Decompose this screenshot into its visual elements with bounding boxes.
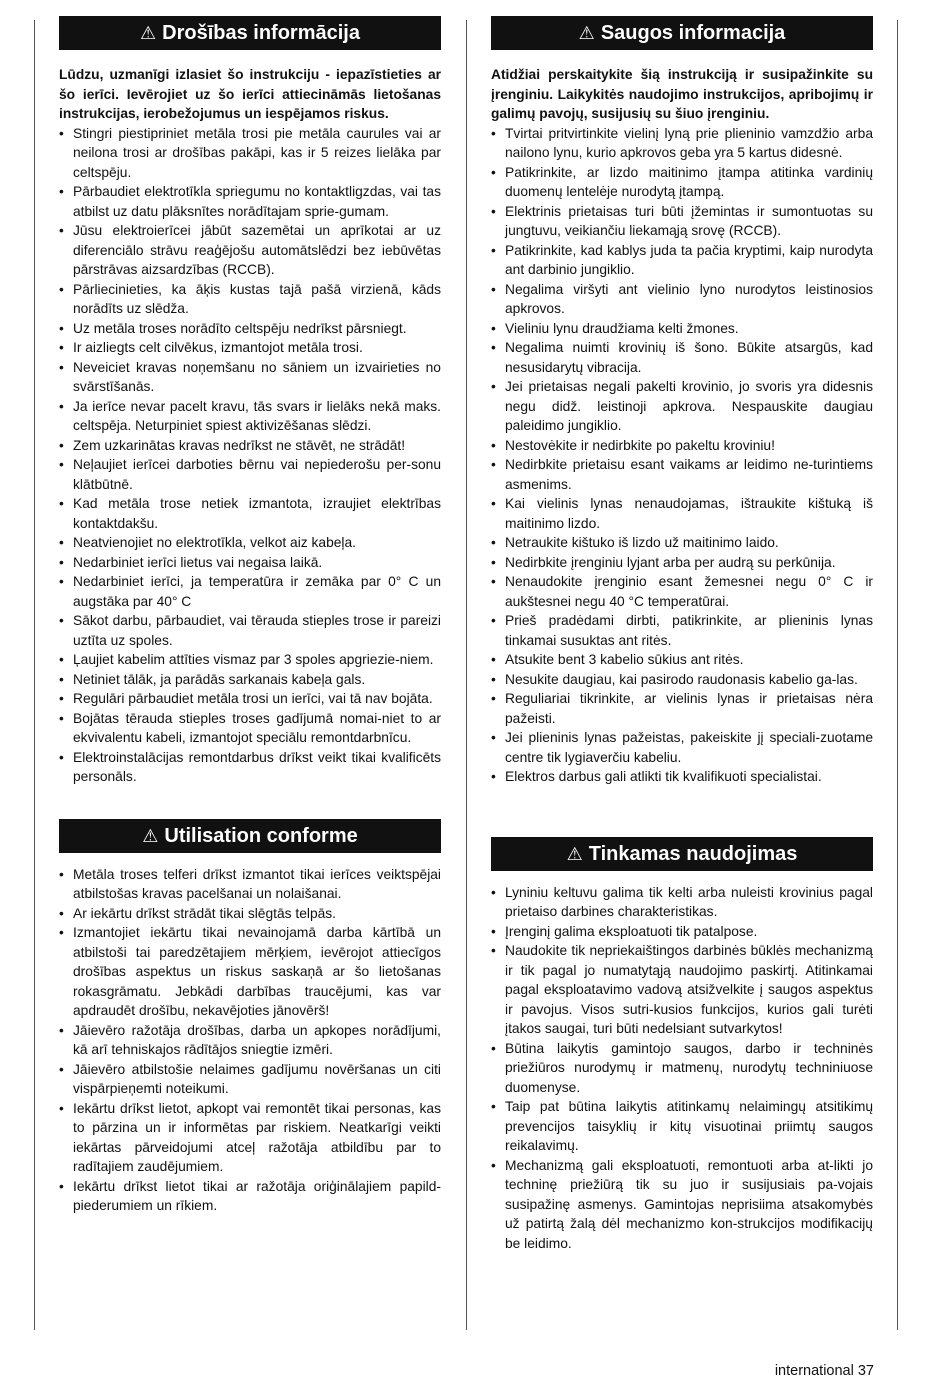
center-divider-rule bbox=[466, 20, 467, 1330]
usage-list-lt bbox=[491, 883, 873, 1254]
list-item: • Pārbaudiet elektrotīkla spriegumu no kontaktligzdas, vai tas atbilst uz datu plāksnītes norādītajam sprie-gumam. bbox=[59, 182, 441, 221]
list-item: • Nedarbiniet ierīci, ja temperatūra ir zemāka par 0° C un augstāka par 40° C bbox=[59, 572, 441, 611]
warning-triangle-icon: ⚠ bbox=[578, 23, 595, 43]
list-item: • Negalima viršyti ant vielinio lyno nurodytos leistinosios apkrovos. bbox=[491, 280, 873, 319]
list-item: • Atsukite bent 3 kabelio sūkius ant ritės. bbox=[491, 650, 873, 670]
list-item: • Nestovėkite ir nedirbkite po pakeltu kroviniu! bbox=[491, 436, 873, 456]
list-item: • Zem uzkarinātas kravas nedrīkst ne stāvēt, ne strādāt! bbox=[59, 436, 441, 456]
usage-list-lv bbox=[59, 865, 441, 1216]
left-margin-rule bbox=[34, 20, 35, 1330]
list-item: • Ar iekārtu drīkst strādāt tikai slēgtās telpās. bbox=[59, 904, 441, 924]
list-item: • Reguliariai tikrinkite, ar vielinis lynas ir prietaisas nėra pažeisti. bbox=[491, 689, 873, 728]
list-item: • Bojātas tērauda stieples troses gadījumā nomai-niet to ar ekvivalentu kabeli, izmantojot speciālu remontdarbnīcu. bbox=[59, 709, 441, 748]
section-heading-safety-lv bbox=[59, 16, 441, 50]
list-item: • Kai vielinis lynas nenaudojamas, ištraukite kištuką iš maitinimo lizdo. bbox=[491, 494, 873, 533]
list-item: • Pārliecinieties, ka āķis kustas tajā pašā virzienā, kāds norādīts uz slēdža. bbox=[59, 280, 441, 319]
list-item: • Iekārtu drīkst lietot tikai ar ražotāja oriģinālajiem papild-piederumiem un rīkiem. bbox=[59, 1177, 441, 1216]
list-item: • Nesukite daugiau, kai pasirodo raudonasis kabelio ga-las. bbox=[491, 670, 873, 690]
list-item: • Iekārtu drīkst lietot, apkopt vai remontēt tikai personas, kas to pārzina un ir informētas par riskiem. Neatkarīgi veikti iekārtas pārveidojumi atceļ ražotāja atbildību par to radītajiem zaudējumiem. bbox=[59, 1099, 441, 1177]
list-item: • Ļaujiet kabelim attīties vismaz par 3 spoles apgriezie-niem. bbox=[59, 650, 441, 670]
list-item: • Elektroinstalācijas remontdarbus drīkst veikt tikai kvalificēts personāls. bbox=[59, 748, 441, 787]
list-item: • Jei plieninis lynas pažeistas, pakeiskite jį speciali-zuotame centre tik lygiaverčiu kabeliu. bbox=[491, 728, 873, 767]
list-item: • Neļaujiet ierīcei darboties bērnu vai nepiederošu per-sonu klātbūtnē. bbox=[59, 455, 441, 494]
list-item: • Ir aizliegts celt cilvēkus, izmantojot metāla trosi. bbox=[59, 338, 441, 358]
list-item: • Kad metāla trose netiek izmantota, izraujiet elektrības kontaktdakšu. bbox=[59, 494, 441, 533]
list-item: • Prieš pradėdami dirbti, patikrinkite, ar plieninis lynas tinkamai susuktas ant ritės. bbox=[491, 611, 873, 650]
list-item: • Jāievēro ražotāja drošības, darba un apkopes norādījumi, kā arī tehniskajos rādītājos sniegtie izmēri. bbox=[59, 1021, 441, 1060]
right-margin-rule bbox=[897, 20, 898, 1330]
list-item: • Netiniet tālāk, ja parādās sarkanais kabeļa gals. bbox=[59, 670, 441, 690]
list-item: • Stingri piestipriniet metāla trosi pie metāla caurules vai ar neilona trosi ar drošības pakāpi, kas ir 5 reizes lielāka par celtspēju. bbox=[59, 124, 441, 183]
list-item: • Mechanizmą gali eksploatuoti, remontuoti arba at-likti jo techninę priežiūrą tik su juo ir susijusiais pa-vojais susipažinę asmenys. Gamintojas neprisiima atsakomybės už patirtą žalą dėl mechanizmo kon-strukcijos modifikacijų be leidimo. bbox=[491, 1156, 873, 1254]
list-item: • Tvirtai pritvirtinkite vielinį lyną prie plieninio vamzdžio arba nailono lynu, kurio apkrovos geba yra 5 kartus didesnė. bbox=[491, 124, 873, 163]
safety-list-lt bbox=[491, 124, 873, 787]
warning-triangle-icon: ⚠ bbox=[566, 843, 583, 864]
list-item: • Netraukite kištuko iš lizdo už maitinimo laido. bbox=[491, 533, 873, 553]
list-item: • Taip pat būtina laikytis atitinkamų nelaimingų atsitikimų prevencijos taisyklių ir kitų visuotinai priimtų saugos reikalavimų. bbox=[491, 1097, 873, 1156]
warning-triangle-icon: ⚠ bbox=[140, 23, 157, 43]
list-item: • Būtina laikytis gamintojo saugos, darbo ir techninės priežiūros nurodymų ir matmenų, nurodytų techniniuose duomenyse. bbox=[491, 1039, 873, 1098]
intro-paragraph: Atidžiai perskaitykite šią instrukciją ir susipažinkite su įrenginiu. Laikykitės naudojimo instrukcijos, apribojimų ir galimų pavojų, susijusių su šiuo įrenginiu. bbox=[491, 67, 873, 121]
list-item: • Nedarbiniet ierīci lietus vai negaisa laikā. bbox=[59, 553, 441, 573]
section-heading-usage-lt bbox=[491, 837, 873, 871]
list-item: • Jūsu elektroierīcei jābūt sazemētai un aprīkotai ar uz diferenciālo strāvu reaģējošu automātslēdzi bez iebūvētas pārstrāvas aizsardzības (RCCB). bbox=[59, 221, 441, 280]
list-item: • Ja ierīce nevar pacelt kravu, tās svars ir lielāks nekā maks. celtspēja. Neturpiniet spiest aktivizēšanas slēdzi. bbox=[59, 397, 441, 436]
section-title: Saugos informacija bbox=[600, 22, 786, 44]
list-item: • Patikrinkite, kad kablys juda ta pačia kryptimi, kaip nurodyta ant darbinio jungiklio. bbox=[491, 241, 873, 280]
list-item: • Negalima nuimti krovinių iš šono. Būkite atsargūs, kad nesusidarytų vibracija. bbox=[491, 338, 873, 377]
page-footer: international 37 bbox=[774, 1363, 874, 1379]
list-item: • Nedirbkite prietaisu esant vaikams ar leidimo ne-turintiems asmenims. bbox=[491, 455, 873, 494]
intro-paragraph: Lūdzu, uzmanīgi izlasiet šo instrukciju - iepazīstieties ar šo ierīci. Ievērojiet uz šo ierīci attiecināmās lietošanas instrukcijas, ierobežojumus un iespējamos riskus. bbox=[59, 67, 441, 121]
list-item: • Elektrinis prietaisas turi būti įžemintas ir sumontuotas su jungtuvu, veikiančiu liekamąją srovę (RCCB). bbox=[491, 202, 873, 241]
list-item: • Regulāri pārbaudiet metāla trosi un ierīci, vai tā nav bojāta. bbox=[59, 689, 441, 709]
right-column bbox=[491, 16, 873, 1253]
left-column bbox=[59, 16, 441, 1216]
list-item: • Nenaudokite įrenginio esant žemesnei negu 0° C ir aukštesnei negu 40 °C temperatūrai. bbox=[491, 572, 873, 611]
list-item: • Metāla troses telferi drīkst izmantot tikai ierīces veiktspējai atbilstošas kravas pacelšanai un nolaišanai. bbox=[59, 865, 441, 904]
section-heading-safety-lt bbox=[491, 16, 873, 50]
list-item: • Jei prietaisas negali pakelti krovinio, jo svoris yra didesnis negu didž. leistinoji apkrova. Nespauskite daugiau paleidimo jungiklio. bbox=[491, 377, 873, 436]
list-item: • Įrenginį galima eksploatuoti tik patalpose. bbox=[491, 922, 873, 942]
list-item: • Neatvienojiet no elektrotīkla, velkot aiz kabeļa. bbox=[59, 533, 441, 553]
list-item: • Patikrinkite, ar lizdo maitinimo įtampa atitinka vardinių duomenų lentelėje nurodytą įtampą. bbox=[491, 163, 873, 202]
list-item: • Neveiciet kravas noņemšanu no sāniem un izvairieties no svārstīšanās. bbox=[59, 358, 441, 397]
section-title: Drošības informācija bbox=[162, 22, 360, 44]
list-item: • Nedirbkite įrenginiu lyjant arba per audrą su perkūnija. bbox=[491, 553, 873, 573]
section-title: Tinkamas naudojimas bbox=[588, 842, 798, 865]
list-item: • Uz metāla troses norādīto celtspēju nedrīkst pārsniegt. bbox=[59, 319, 441, 339]
list-item: • Izmantojiet iekārtu tikai nevainojamā darba kārtībā un atbilstoši tai paredzētajiem mērķiem, ievērojot attiecīgos drošības aspektus un riskus saskaņā ar šo lietošanas rokasgrāmatu. Jebkādi darbības traucējumi, kas var apdraudēt drošību, nekavējoties jānovērš! bbox=[59, 923, 441, 1021]
section-heading-usage-lv bbox=[59, 819, 441, 853]
list-item: • Jāievēro atbilstošie nelaimes gadījumu novēršanas un citi vispārpieņemti noteikumi. bbox=[59, 1060, 441, 1099]
list-item: • Elektros darbus gali atlikti tik kvalifikuoti specialistai. bbox=[491, 767, 873, 787]
safety-list-lv bbox=[59, 124, 441, 787]
warning-triangle-icon: ⚠ bbox=[142, 825, 159, 846]
list-item: • Lyniniu keltuvu galima tik kelti arba nuleisti krovinius pagal prietaiso darbines charakteristikas. bbox=[491, 883, 873, 922]
list-item: • Sākot darbu, pārbaudiet, vai tērauda stieples trose ir pareizi uztīta uz spoles. bbox=[59, 611, 441, 650]
list-item: • Naudokite tik nepriekaištingos darbinės būklės mechanizmą ir tik pagal jo numatytąją naudojimo paskirtį. Atitinkamai pagal eksploatavimo vadovą atsižvelkite į saugos aspektus ir pavojus. Visos sutri-kusios funkcijos, kurios gali turėti įtakos saugai, turi būti nedelsiant sutvarkytos! bbox=[491, 941, 873, 1039]
list-item: • Vieliniu lynu draudžiama kelti žmones. bbox=[491, 319, 873, 339]
section-title: Utilisation conforme bbox=[164, 824, 358, 847]
